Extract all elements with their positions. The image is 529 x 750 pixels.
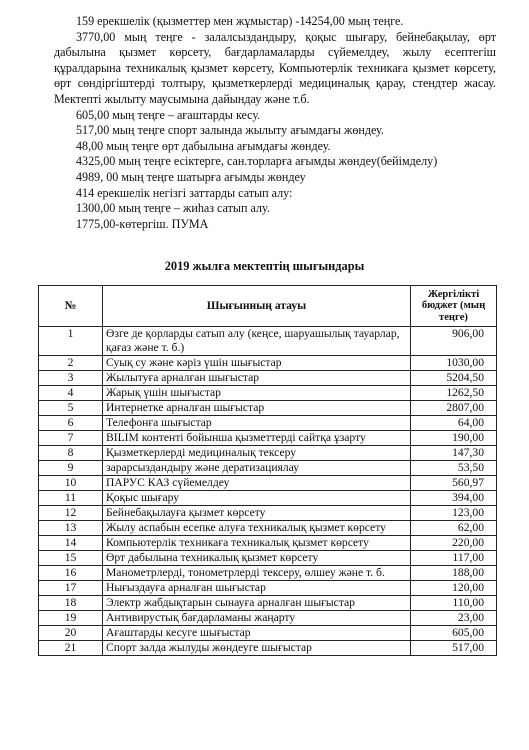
- row-value: 64,00: [411, 416, 497, 431]
- row-number: 9: [39, 461, 103, 476]
- row-number: 5: [39, 401, 103, 416]
- row-value: 1262,50: [411, 386, 497, 401]
- row-value: 120,00: [411, 581, 497, 596]
- paragraph: 517,00 мың теңге спорт залында жылыту ағымдағы жөндеу.: [76, 123, 384, 138]
- row-value: 2807,00: [411, 401, 497, 416]
- row-number: 15: [39, 551, 103, 566]
- table-row: [39, 581, 497, 596]
- row-value: 1030,00: [411, 356, 497, 371]
- row-number: 18: [39, 596, 103, 611]
- table-row: [39, 521, 497, 536]
- row-number: 11: [39, 491, 103, 506]
- row-name: Өзге де қорларды сатып алу (кеңсе, шаруашылық тауарлар, қағаз және т. б.): [103, 327, 411, 356]
- row-value: 190,00: [411, 431, 497, 446]
- paragraph: 414 ерекшелік негізгі заттарды сатып алу:: [76, 185, 293, 200]
- row-number: 16: [39, 566, 103, 581]
- row-name: зарарсыздандыру және дератизациялау: [103, 461, 411, 476]
- row-name: Компьютерлік техникаға техникалық қызмет көрсету: [103, 536, 411, 551]
- paragraph: 1300,00 мың теңге – жиһаз сатып алу.: [76, 201, 270, 216]
- row-number: 17: [39, 581, 103, 596]
- table-row: [39, 491, 497, 506]
- row-number: 1: [39, 327, 103, 356]
- row-name: Бейнебақылауға қызмет көрсету: [103, 506, 411, 521]
- table-row: [39, 611, 497, 626]
- row-value: 605,00: [411, 626, 497, 641]
- row-name: ПАРУС КАЗ сүйемелдеу: [103, 476, 411, 491]
- row-value: 394,00: [411, 491, 497, 506]
- row-name: Өрт дабылына техникалық қызмет көрсету: [103, 551, 411, 566]
- expenses-table: [38, 285, 497, 656]
- table-row: [39, 356, 497, 371]
- paragraph: 159 ерекшелік (қызметтер мен жұмыстар) -14254,00 мың теңге.: [76, 14, 404, 28]
- body-text: [54, 14, 496, 232]
- row-value: 23,00: [411, 611, 497, 626]
- row-name: Телефонға шығыстар: [103, 416, 411, 431]
- paragraph: 1775,00-көтергіш. ПУМА: [76, 216, 209, 231]
- row-name: Нығыздауға арналған шығыстар: [103, 581, 411, 596]
- row-name: BILIM контенті бойынша қызметтерді сайтқа ұзарту: [103, 431, 411, 446]
- row-value: 517,00: [411, 641, 497, 656]
- row-number: 2: [39, 356, 103, 371]
- table-row: [39, 371, 497, 386]
- row-name: Жылу аспабын есепке алуға техникалық қызмет көрсету: [103, 521, 411, 536]
- row-name: Интернетке арналған шығыстар: [103, 401, 411, 416]
- table-row: [39, 401, 497, 416]
- table-row: [39, 461, 497, 476]
- row-number: 21: [39, 641, 103, 656]
- row-name: Электр жабдықтарын сынауға арналған шығыстар: [103, 596, 411, 611]
- row-number: 20: [39, 626, 103, 641]
- row-number: 4: [39, 386, 103, 401]
- row-number: 14: [39, 536, 103, 551]
- paragraph: 4989, 00 мың теңге шатырға ағымды жөндеу: [76, 169, 306, 184]
- row-value: 117,00: [411, 551, 497, 566]
- header-number: №: [39, 286, 103, 327]
- row-number: 7: [39, 431, 103, 446]
- paragraph: 48,00 мың теңге өрт дабылына ағымдағы жөндеу.: [76, 138, 331, 153]
- table-row: [39, 641, 497, 656]
- paragraph: 605,00 мың теңге – ағаштарды кесу.: [76, 107, 261, 122]
- row-value: 188,00: [411, 566, 497, 581]
- row-value: 53,50: [411, 461, 497, 476]
- row-value: 560,97: [411, 476, 497, 491]
- row-value: 110,00: [411, 596, 497, 611]
- row-value: 62,00: [411, 521, 497, 536]
- table-row: [39, 327, 497, 356]
- row-number: 19: [39, 611, 103, 626]
- row-number: 3: [39, 371, 103, 386]
- table-row: [39, 506, 497, 521]
- row-number: 13: [39, 521, 103, 536]
- row-value: 220,00: [411, 536, 497, 551]
- paragraph: 4325,00 мың теңге есіктерге, сан.торларға ағымды жөндеу(бейімделу): [76, 154, 438, 169]
- table-row: [39, 566, 497, 581]
- row-number: 8: [39, 446, 103, 461]
- table-row: [39, 551, 497, 566]
- row-name: Суық су және кәріз үшін шығыстар: [103, 356, 411, 371]
- row-number: 10: [39, 476, 103, 491]
- row-name: Спорт залда жылуды жөндеуге шығыстар: [103, 641, 411, 656]
- row-value: 123,00: [411, 506, 497, 521]
- row-name: Манометрлерді, тонометрлерді тексеру, өлшеу және т. б.: [103, 566, 411, 581]
- row-name: Қызметкерлерді медициналық тексеру: [103, 446, 411, 461]
- header-name: Шығынның атауы: [103, 286, 411, 327]
- table-row: [39, 536, 497, 551]
- row-name: Жылытуға арналған шығыстар: [103, 371, 411, 386]
- header-budget: Жергілікті бюджет (мың теңге): [411, 286, 497, 327]
- table-row: [39, 416, 497, 431]
- row-number: 12: [39, 506, 103, 521]
- table-header-row: [39, 286, 497, 327]
- row-value: 906,00: [411, 327, 497, 356]
- row-name: Қоқыс шығару: [103, 491, 411, 506]
- table-row: [39, 596, 497, 611]
- row-name: Антивирустық бағдарламаны жаңарту: [103, 611, 411, 626]
- paragraph: 3770,00 мың теңге - залалсыздандыру, қоқыс шығару, бейнебақылау, өрт дабылына қызмет көрсету, бағдарламаларды сүйемелдеу, жылу есептегіш құралдарына техникалық қызмет көрсету, Компьютерлік техникаға қызмет көрсету, өрт сөндіргіштерді толтыру, қызметкерлерді медициналық қарау, стендтер жасау. Мектепті жылыту маусымына дайындау және т.б.: [54, 29, 496, 106]
- row-name: Ағаштарды кесуге шығыстар: [103, 626, 411, 641]
- row-value: 5204,50: [411, 371, 497, 386]
- table-title: 2019 жылға мектептің шығындары: [164, 259, 365, 273]
- row-name: Жарық үшін шығыстар: [103, 386, 411, 401]
- table-row: [39, 476, 497, 491]
- row-value: 147,30: [411, 446, 497, 461]
- table-row: [39, 626, 497, 641]
- table-row: [39, 386, 497, 401]
- table-row: [39, 446, 497, 461]
- table-row: [39, 431, 497, 446]
- row-number: 6: [39, 416, 103, 431]
